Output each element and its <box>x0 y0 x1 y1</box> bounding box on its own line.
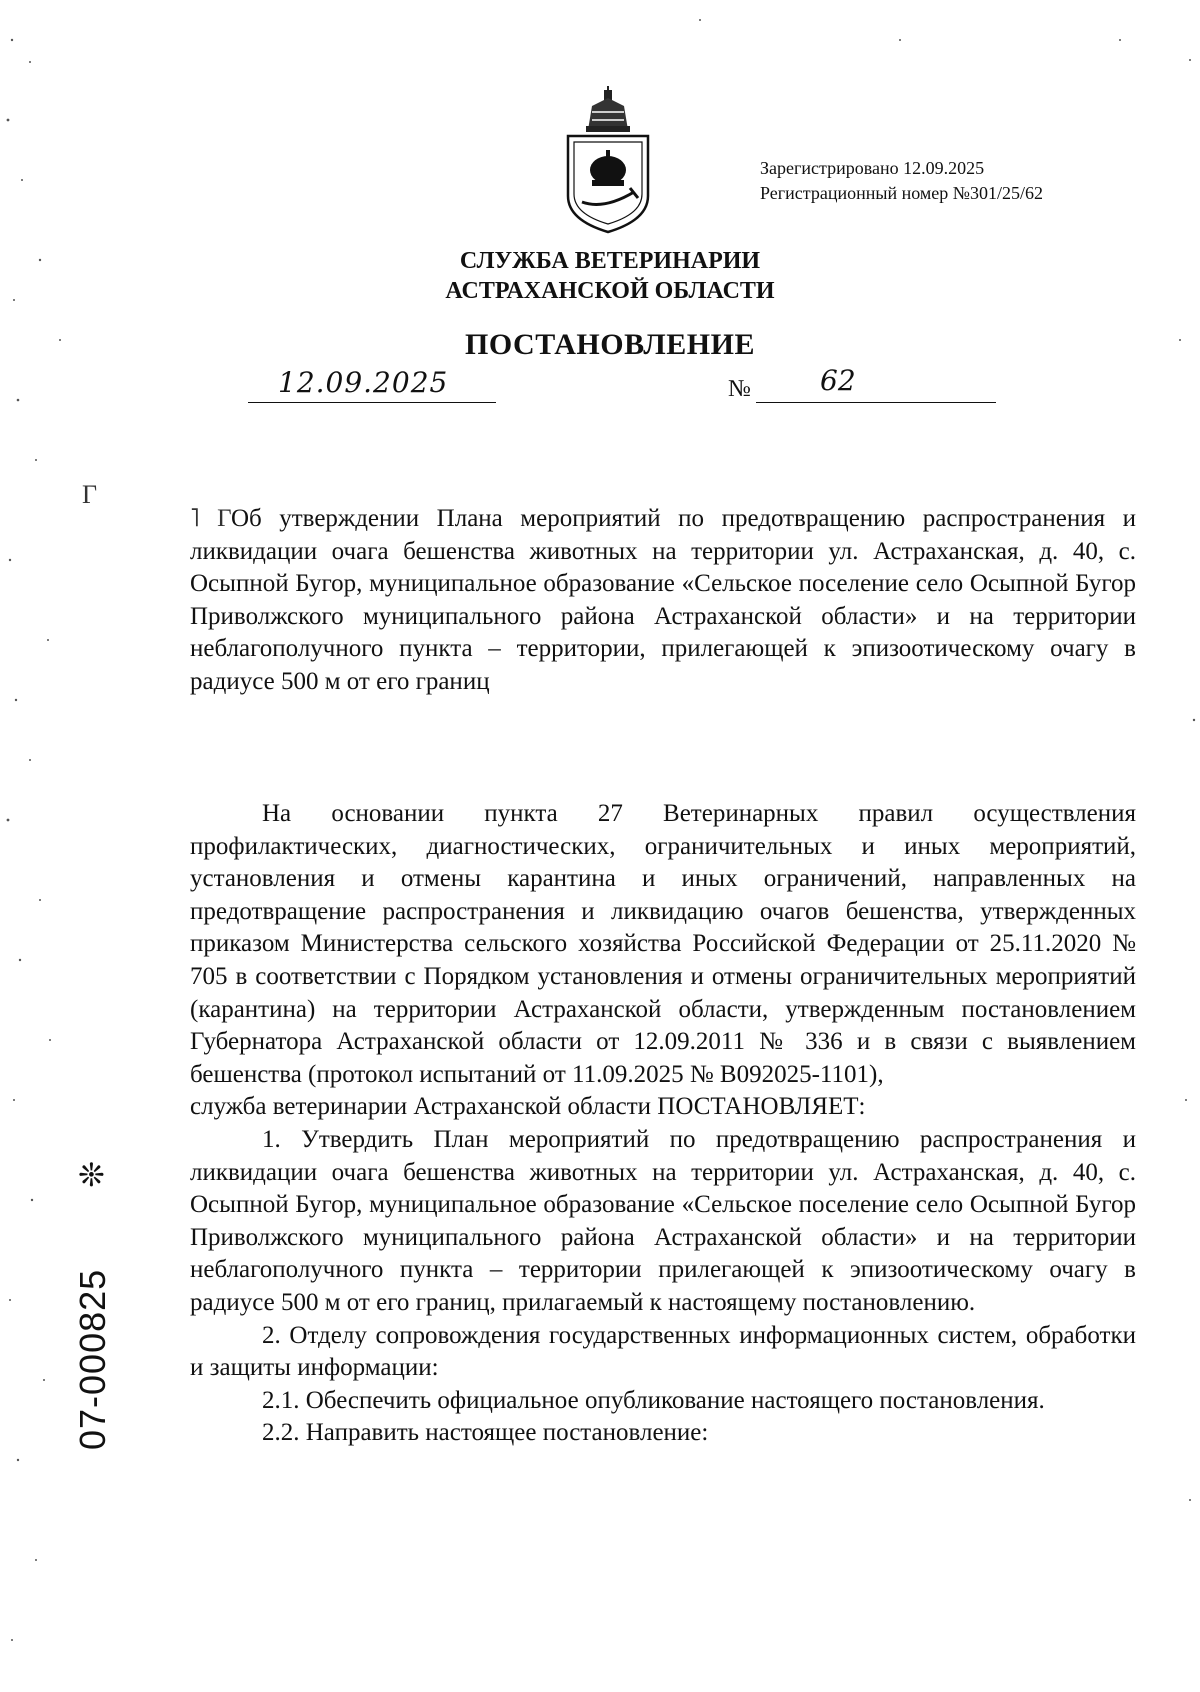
registration-date: Зарегистрировано 12.09.2025 <box>760 158 985 178</box>
margin-registry-number: 07-000825 <box>72 1268 113 1450</box>
handwritten-date: 12.09.2025 <box>278 366 449 399</box>
document-body <box>190 798 1136 1450</box>
document-subject <box>190 503 1136 698</box>
registration-number: Регистрационный номер №301/25/62 <box>760 183 1043 203</box>
number-label: № <box>728 376 751 402</box>
item-2: 2. Отделу сопровождения государственных информационных систем, обработки и защиты информации: <box>190 1321 1136 1382</box>
corner-bracket-icon: Г <box>82 480 98 509</box>
resolves-line: служба ветеринарии Астраханской области ПОСТАНОВЛЯЕТ: <box>190 1093 866 1121</box>
registration-stamp <box>760 156 1043 206</box>
organization-line-1: СЛУЖБА ВЕТЕРИНАРИИ <box>459 248 761 274</box>
organization-line-2: АСТРАХАНСКОЙ ОБЛАСТИ <box>445 278 775 304</box>
organization-name <box>400 246 820 306</box>
preamble-paragraph: На основании пункта 27 Ветеринарных правил осуществления профилактических, диагностических, ограничительных и иных мероприятий, установления и отмены карантина и иных ограничений, направленных на предотвращение распространения и ликвидацию очагов бешенства, утвержденных приказом Министерства сельского хозяйства Российской Федерации от 25.11.2020 № 705 в соответствии с Порядком установления и отмены ограничительных мероприятий (карантина) на территории Астраханской области, утвержденным постановлением Губернатора Астраханской области от 12.09.2011 № 336 и в связи с выявлением бешенства (протокол испытаний от 11.09.2025 № В092025-1101), <box>190 800 1136 1088</box>
item-1: 1. Утвердить План мероприятий по предотвращению распространения и ликвидации очага бешенства животных на территории ул. Астраханская, д. 40, с. Осыпной Бугор, муниципальное образование «Сельское поселение село Осыпной Бугор Приволжского муниципального района Астраханской области» и на территории неблагополучного пункта – территории прилегающей к эпизоотическому очагу в радиусе 500 м от его границ, прилагаемый к настоящему постановлению. <box>190 1125 1136 1316</box>
margin-asterisk-icon: ❊ <box>78 1157 105 1193</box>
subject-text: Об утверждении Плана мероприятий по предотвращению распространения и ликвидации очага бешенства животных на территории ул. Астраханская, д. 40, с. Осыпной Бугор, муниципальное образование «Сельское поселение село Осыпной Бугор Приволжского муниципального района Астраханской области» и на территории неблагополучного пункта – территории, прилегающей к эпизоотическому очагу в радиусе 500 м от его границ <box>190 505 1137 695</box>
item-2-2: 2.2. Направить настоящее постановление: <box>262 1419 709 1447</box>
handwritten-number: 62 <box>820 364 856 397</box>
number-underline <box>756 368 996 403</box>
item-2-1: 2.1. Обеспечить официальное опубликование настоящего постановления. <box>262 1386 1045 1414</box>
bracket-icon: ˥ Г <box>190 505 231 532</box>
coat-of-arms-icon <box>564 86 652 236</box>
document-type: ПОСТАНОВЛЕНИЕ <box>465 328 755 361</box>
